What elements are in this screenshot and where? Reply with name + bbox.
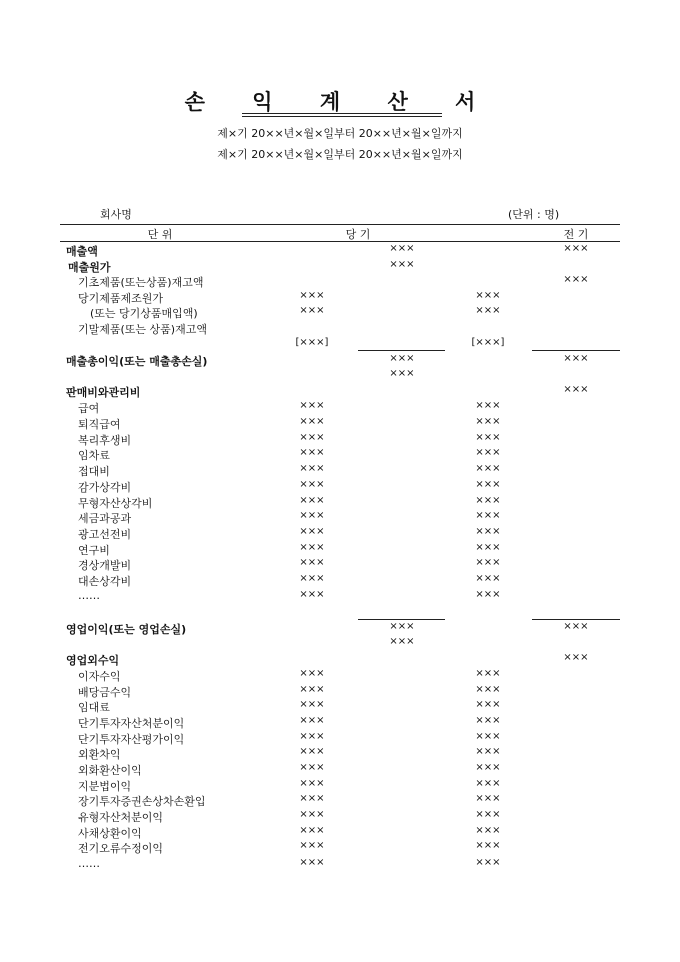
statement-row bbox=[0, 321, 680, 337]
period-line-1: 제×기 20××년×월×일부터 20××년×월×일까지 bbox=[217, 127, 463, 140]
statement-row bbox=[0, 495, 680, 511]
statement-row bbox=[0, 621, 680, 637]
amount-c1: ××× bbox=[299, 479, 325, 490]
statement-row bbox=[0, 400, 680, 416]
statement-row bbox=[0, 447, 680, 463]
amount-p1: ××× bbox=[475, 573, 501, 584]
row-label: 전기오류수정이익 bbox=[78, 842, 164, 855]
amount-c1: ××× bbox=[299, 825, 325, 836]
row-label: 영업이익(또는 영업손실) bbox=[66, 623, 187, 636]
amount-c1: ××× bbox=[299, 416, 325, 427]
amount-p1: ××× bbox=[475, 463, 501, 474]
amount-p1: ××× bbox=[475, 699, 501, 710]
row-label: 장기투자증권손상차손환입 bbox=[78, 795, 206, 808]
statement-row bbox=[0, 652, 680, 668]
amount-c1: ××× bbox=[299, 447, 325, 458]
amount-p1: ××× bbox=[475, 557, 501, 568]
row-label: 접대비 bbox=[78, 465, 110, 478]
statement-row bbox=[0, 542, 680, 558]
amount-p1: ××× bbox=[475, 479, 501, 490]
statement-row bbox=[0, 684, 680, 700]
row-label: 외화환산이익 bbox=[78, 764, 142, 777]
amount-c2: ××× bbox=[389, 368, 415, 379]
header-top-rule bbox=[60, 224, 620, 225]
amount-p2: ××× bbox=[563, 243, 589, 254]
statement-row bbox=[0, 368, 680, 384]
row-label: 단기투자자산평가이익 bbox=[78, 733, 185, 746]
row-label: 영업외수익 bbox=[66, 654, 120, 667]
amount-p1: ××× bbox=[475, 432, 501, 443]
amount-c1: ××× bbox=[299, 463, 325, 474]
header-bottom-rule bbox=[60, 241, 620, 242]
row-label: 단기투자자산처분이익 bbox=[78, 717, 185, 730]
row-label: 이자수익 bbox=[78, 670, 121, 683]
amount-c2: ××× bbox=[389, 243, 415, 254]
amount-p1: ××× bbox=[475, 840, 501, 851]
unit-label: (단위 : 명) bbox=[508, 208, 560, 221]
amount-p1: [×××] bbox=[471, 337, 505, 348]
statement-row bbox=[0, 668, 680, 684]
amount-c2: ××× bbox=[389, 636, 415, 647]
amount-p1: ××× bbox=[475, 542, 501, 553]
amount-c1: ××× bbox=[299, 589, 325, 600]
amount-c1: ××× bbox=[299, 668, 325, 679]
statement-row bbox=[0, 274, 680, 290]
company-label: 회사명 bbox=[100, 208, 132, 221]
amount-p1: ××× bbox=[475, 290, 501, 301]
amount-c1: ××× bbox=[299, 684, 325, 695]
amount-p2: ××× bbox=[563, 652, 589, 663]
statement-row bbox=[0, 746, 680, 762]
amount-c1: ××× bbox=[299, 715, 325, 726]
statement-row bbox=[0, 731, 680, 747]
amount-c2: ××× bbox=[389, 353, 415, 364]
amount-p1: ××× bbox=[475, 778, 501, 789]
amount-c1: ××× bbox=[299, 495, 325, 506]
title-underline-2 bbox=[242, 116, 442, 117]
subtotal-rule-current bbox=[358, 350, 445, 351]
amount-p1: ××× bbox=[475, 762, 501, 773]
amount-c1: ××× bbox=[299, 305, 325, 316]
subtotal-rule-previous bbox=[532, 350, 620, 351]
statement-row bbox=[0, 636, 680, 652]
title-underline bbox=[242, 113, 442, 114]
statement-row bbox=[0, 762, 680, 778]
document-title: 손 익 계 산 서 bbox=[184, 89, 496, 114]
amount-c1: ××× bbox=[299, 510, 325, 521]
row-label: (또는 당기상품매입액) bbox=[90, 307, 198, 320]
statement-row bbox=[0, 432, 680, 448]
amount-p1: ××× bbox=[475, 731, 501, 742]
row-label: 대손상각비 bbox=[78, 575, 132, 588]
amount-c1: ××× bbox=[299, 557, 325, 568]
amount-c1: ××× bbox=[299, 793, 325, 804]
amount-c2: ××× bbox=[389, 621, 415, 632]
amount-c1: ××× bbox=[299, 699, 325, 710]
amount-p1: ××× bbox=[475, 526, 501, 537]
statement-row bbox=[0, 479, 680, 495]
statement-row bbox=[0, 384, 680, 400]
amount-p1: ××× bbox=[475, 684, 501, 695]
amount-c1: ××× bbox=[299, 809, 325, 820]
amount-c1: ××× bbox=[299, 573, 325, 584]
row-label: 연구비 bbox=[78, 544, 110, 557]
amount-c1: ××× bbox=[299, 542, 325, 553]
statement-row bbox=[0, 699, 680, 715]
header-item: 단 위 bbox=[147, 228, 173, 241]
amount-c2: ××× bbox=[389, 259, 415, 270]
amount-p2: ××× bbox=[563, 274, 589, 285]
amount-p2: ××× bbox=[563, 384, 589, 395]
statement-row bbox=[0, 416, 680, 432]
amount-p1: ××× bbox=[475, 668, 501, 679]
amount-p1: ××× bbox=[475, 857, 501, 868]
row-label: 광고선전비 bbox=[78, 528, 132, 541]
amount-c1: [×××] bbox=[295, 337, 329, 348]
statement-row bbox=[0, 715, 680, 731]
statement-row bbox=[0, 778, 680, 794]
row-label: 급여 bbox=[78, 402, 100, 415]
row-label: 임대료 bbox=[78, 701, 110, 714]
amount-p1: ××× bbox=[475, 416, 501, 427]
amount-p1: ××× bbox=[475, 746, 501, 757]
amount-p1: ××× bbox=[475, 400, 501, 411]
statement-row bbox=[0, 825, 680, 841]
row-label: 임차료 bbox=[78, 449, 110, 462]
statement-row bbox=[0, 526, 680, 542]
subtotal-rule-previous bbox=[532, 619, 620, 620]
amount-c1: ××× bbox=[299, 400, 325, 411]
row-label: 지분법이익 bbox=[78, 780, 132, 793]
amount-p2: ××× bbox=[563, 353, 589, 364]
amount-p1: ××× bbox=[475, 447, 501, 458]
amount-p1: ××× bbox=[475, 305, 501, 316]
statement-row bbox=[0, 857, 680, 873]
amount-c1: ××× bbox=[299, 526, 325, 537]
row-label: 기말제품(또는 상품)재고액 bbox=[78, 323, 207, 336]
statement-row bbox=[0, 809, 680, 825]
amount-p1: ××× bbox=[475, 809, 501, 820]
row-label: 외환차익 bbox=[78, 748, 121, 761]
statement-row bbox=[0, 510, 680, 526]
statement-row bbox=[0, 573, 680, 589]
statement-row bbox=[0, 353, 680, 369]
row-label: 기초제품(또는상품)재고액 bbox=[78, 276, 204, 289]
amount-c1: ××× bbox=[299, 762, 325, 773]
row-label: 복리후생비 bbox=[78, 434, 132, 447]
statement-row bbox=[0, 243, 680, 259]
statement-row bbox=[0, 840, 680, 856]
statement-row bbox=[0, 259, 680, 275]
statement-row bbox=[0, 557, 680, 573]
row-label: 판매비와관리비 bbox=[66, 386, 141, 399]
row-label: 세금과공과 bbox=[78, 512, 132, 525]
subtotal-rule-current bbox=[358, 619, 445, 620]
statement-row bbox=[0, 305, 680, 321]
amount-p1: ××× bbox=[475, 510, 501, 521]
row-label: 매출액 bbox=[66, 245, 98, 258]
amount-c1: ××× bbox=[299, 432, 325, 443]
statement-row bbox=[0, 793, 680, 809]
row-label: 감가상각비 bbox=[78, 481, 132, 494]
row-label: 퇴직급여 bbox=[78, 418, 121, 431]
statement-row bbox=[0, 463, 680, 479]
amount-p1: ××× bbox=[475, 589, 501, 600]
amount-p1: ××× bbox=[475, 715, 501, 726]
row-label: 경상개발비 bbox=[78, 559, 132, 572]
row-label: 사채상환이익 bbox=[78, 827, 142, 840]
amount-p1: ××× bbox=[475, 825, 501, 836]
amount-c1: ××× bbox=[299, 290, 325, 301]
header-previous: 전 기 bbox=[563, 228, 589, 241]
amount-c1: ××× bbox=[299, 857, 325, 868]
row-label: …… bbox=[78, 589, 100, 602]
row-label: 배당금수익 bbox=[78, 686, 132, 699]
amount-c1: ××× bbox=[299, 778, 325, 789]
amount-p2: ××× bbox=[563, 621, 589, 632]
row-label: 매출총이익(또는 매출총손실) bbox=[66, 355, 208, 368]
statement-row bbox=[0, 589, 680, 605]
row-label: 매출원가 bbox=[68, 261, 111, 274]
statement-row bbox=[0, 290, 680, 306]
header-current: 당 기 bbox=[345, 228, 371, 241]
row-label: 당기제품제조원가 bbox=[78, 292, 164, 305]
row-label: 유형자산처분이익 bbox=[78, 811, 164, 824]
amount-c1: ××× bbox=[299, 840, 325, 851]
amount-c1: ××× bbox=[299, 731, 325, 742]
amount-c1: ××× bbox=[299, 746, 325, 757]
row-label: 무형자산상각비 bbox=[78, 497, 153, 510]
amount-p1: ××× bbox=[475, 793, 501, 804]
period-line-2: 제×기 20××년×월×일부터 20××년×월×일까지 bbox=[217, 148, 463, 161]
amount-p1: ××× bbox=[475, 495, 501, 506]
row-label: …… bbox=[78, 857, 100, 870]
